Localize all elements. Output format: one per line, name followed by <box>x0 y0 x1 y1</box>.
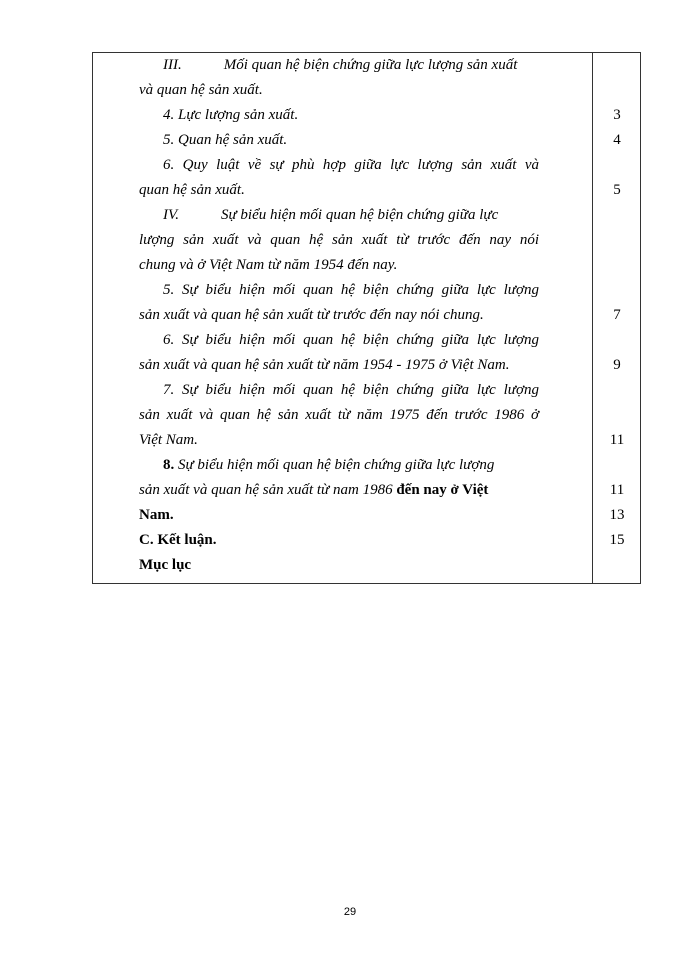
page-ref: 13 <box>609 507 625 523</box>
page-ref: 11 <box>609 482 625 498</box>
toc-section-iv-cont2: chung và ở Việt Nam từ năm 1954 đến nay. <box>139 257 398 273</box>
page-ref: 7 <box>613 307 621 323</box>
toc-section-iii: III. Mối quan hệ biện chứng giữa lực lượng sản xuất <box>163 57 518 73</box>
toc-sub-6: 6. Sự biểu hiện mối quan hệ biện chứng giữa lực lượng <box>163 332 539 348</box>
toc-sub-7: 7. Sự biểu hiện mối quan hệ biện chứng giữa lực lượng <box>163 382 539 398</box>
toc-sub-8: 8. Sự biểu hiện mối quan hệ biện chứng giữa lực lượng <box>163 457 495 473</box>
toc-item-6: 6. Quy luật về sự phù hợp giữa lực lượng sản xuất và <box>163 157 539 173</box>
toc-sub-7-cont2: Việt Nam. <box>139 432 198 448</box>
toc-conclusion: C. Kết luận. <box>139 532 217 548</box>
page-ref: 5 <box>613 182 621 198</box>
toc-sub-8-cont: sản xuất và quan hệ sản xuất từ nam 1986 đến nay ở Việt <box>139 482 489 498</box>
toc-item-6-cont: quan hệ sản xuất. <box>139 182 245 198</box>
toc-sub-6-cont: sản xuất và quan hệ sản xuất từ năm 1954 - 1975 ở Việt Nam. <box>139 357 510 373</box>
toc-sub-5: 5. Sự biểu hiện mối quan hệ biện chứng giữa lực lượng <box>163 282 539 298</box>
toc-item-4: 4. Lực lượng sản xuất. <box>163 107 299 123</box>
toc-section-iii-cont: và quan hệ sản xuất. <box>139 82 263 98</box>
page-ref: 4 <box>613 132 621 148</box>
page-ref: 15 <box>609 532 625 548</box>
toc-contents: Mục lục <box>139 557 192 573</box>
page-ref: 9 <box>613 357 621 373</box>
toc-sub-7-cont: sản xuất và quan hệ sản xuất từ năm 1975 đến trước 1986 ở <box>139 407 539 423</box>
page-ref: 3 <box>613 107 621 123</box>
page-number: 29 <box>343 906 357 918</box>
toc-sub-5-cont: sản xuất và quan hệ sản xuất từ trước đến nay nói chung. <box>139 307 484 323</box>
page-ref: 11 <box>609 432 625 448</box>
table-of-contents <box>92 52 641 584</box>
toc-sub-8-cont2: Nam. <box>139 507 174 523</box>
toc-item-5: 5. Quan hệ sản xuất. <box>163 132 288 148</box>
toc-section-iv-cont: lượng sản xuất và quan hệ sản xuất từ trước đến nay nói <box>139 232 539 248</box>
toc-section-iv: IV. Sự biểu hiện mối quan hệ biện chứng giữa lực <box>163 207 499 223</box>
